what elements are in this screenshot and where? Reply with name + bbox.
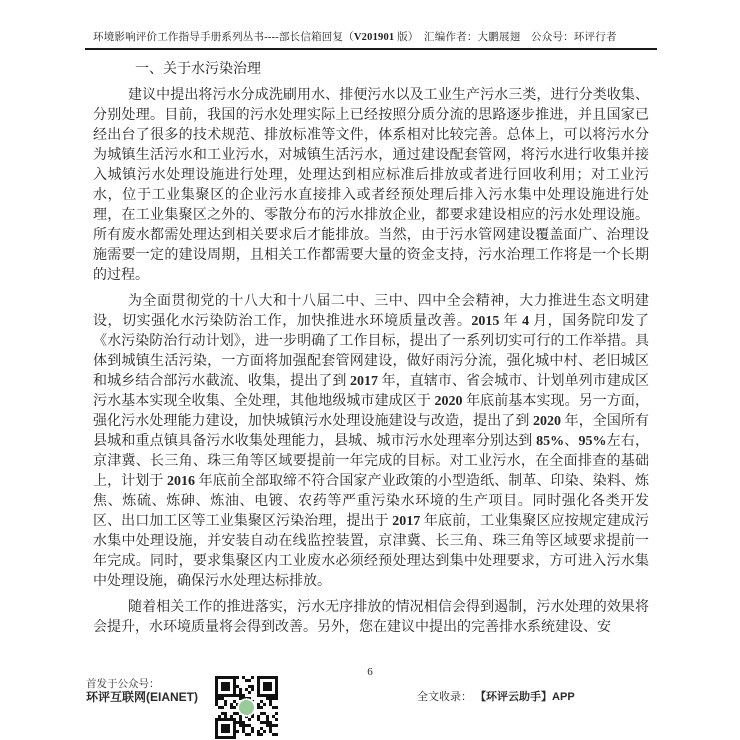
paragraph: 为全面贯彻党的十八大和十八届二中、三中、四中全会精神，大力推进生态文明建设，切实强化水污染防治工作，加快推进水环境质量改善。2015 年 4 月，国务院印发了《水污染防治行动计划》，进一步明确了工作目标，提出了一系列切实可行的工作举措。具体到城镇生活污染，一方面将加强配套管网建设，做好雨污分流，强化城中村、老旧城区和城乡结合部污水截流、收集，提出了到 2017 年，直辖市、省会城市、计划单列市建成区污水基本实现全收集、全处理，其他地级城市建成区于 2020 年底前基本实现。另一方面，强化污水处理能力建设，加快城镇污水处理设施建设与改造，提出了到 2020 年，全国所有县城和重点镇具备污水收集处理能力，县城、城市污水处理率分别达到 85%、95%左右，京津冀、长三角、珠三角等区域要提前一年完成的目标。对工业污水，在全面排查的基础上，计划于 2016 年底前全部取缔不符合国家产业政策的小型造纸、制革、印染、染料、炼焦、炼硫、炼砷、炼油、电镀、农药等严重污染水环境的生产项目。同时强化各类开发区、出口加工区等工业集聚区污染治理，提出于 2017 年底前，工业集聚区应按规定建成污水集中处理设施，并安装自动在线监控装置，京津冀、长三角、珠三角等区域要求提前一年完成。同时，要求集聚区内工业废水必须经预处理达到集中处理要求，方可进入污水集中处理设施，确保污水处理达标排放。 <box>93 294 650 589</box>
document-body <box>93 60 649 638</box>
document-title: 一、关于水污染治理 <box>135 62 261 77</box>
footer-collection-label: 全文收录： <box>417 691 472 703</box>
footer-publisher <box>86 678 198 704</box>
paragraphs-container <box>93 86 649 638</box>
footer-publisher-line2: 环评互联网(EIANET) <box>86 690 198 704</box>
footer-publisher-line1: 首发于公众号： <box>86 678 160 690</box>
footer-collection <box>417 688 575 704</box>
header-divider <box>85 48 657 50</box>
paragraph: 建议中提出将污水分成洗刷用水、排便污水以及工业生产污水三类，进行分类收集、分别处理。目前，我国的污水处理实际上已经按照分质分流的思路逐步推进，并且国家已经出台了很多的技术规范、排放标准等文件，体系相对比较完善。总体上，可以将污水分为城镇生活污水和工业污水，对城镇生活污水，通过建设配套管网，将污水进行收集并接入城镇污水处理设施进行处理，处理达到相应标准后排放或者进行回收利用；对工业污水，位于工业集聚区的企业污水直接排入或者经预处理后排入污水集中处理设施进行处理，在工业集聚区之外的、零散分布的污水排放企业，都要求建设相应的污水处理设施。所有废水都需处理达到相关要求后才能排放。当然，由于污水管网建设覆盖面广、治理设施需要一定的建设周期，且相关工作都需要大量的资金支持，污水治理工作将是一个长期的过程。 <box>93 88 649 283</box>
paragraph: 随着相关工作的推进落实，污水无序排放的情况相信会得到遏制，污水处理的效果将会提升，水环境质量将会得到改善。另外，您在建议中提出的完善排水系统建设、安 <box>93 600 649 635</box>
page-header: 环境影响评价工作指导手册系列丛书----部长信箱回复（V201901 版） 汇编作者：大鹏展翅 公众号：环评行者 <box>93 32 617 43</box>
qr-code-icon <box>215 676 278 739</box>
page-number: 6 <box>367 666 373 678</box>
footer-collection-value: 【环评云助手】APP <box>475 691 575 703</box>
